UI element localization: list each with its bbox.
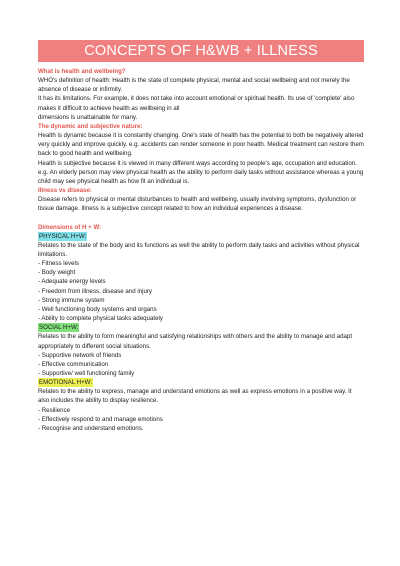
emotional-label: EMOTIONAL H+W: [39, 379, 93, 387]
dynamic-paragraph: Health is dynamic because it is constantly changing. One's state of health has the potential to both be negatively altered very quickly and improve quickly. e.g. accidents can render someone in poor health. Medical treatment can restore them back to good health and wellbeing. [38, 132, 364, 158]
heading-illness-vs-disease: Illness vs disease: [38, 187, 92, 195]
emotional-bullet-list [38, 406, 364, 433]
list-item: - Strong immune system [38, 296, 105, 304]
list-item: - Recognise and understand emotions. [38, 424, 144, 432]
page-title: CONCEPTS OF H&WB + ILLNESS [38, 40, 364, 62]
illness-paragraph: Disease refers to physical or mental disturbances to health and wellbeing, usually involving symptoms, dysfunction or tissue damage. Illness is a subjective concept related to how an individual experiences a disease. [38, 196, 357, 213]
list-item: - Ability to complete physical tasks adequately [38, 315, 163, 323]
list-item: - Well functioning body systems and organs [38, 305, 157, 313]
section-spacer [38, 214, 364, 223]
social-label: SOCIAL H+W: [39, 324, 79, 332]
limitations-paragraph: It has its limitations. For example, it does not take into account emotional or spiritual health. Its use of 'complete' also makes it difficult to achieve health as wellbeing in all [38, 95, 355, 112]
list-item: - Freedom from illness, disease and injury [38, 287, 152, 295]
list-item: - Effectively respond to and manage emotions [38, 415, 163, 423]
heading-what-is-health: What is health and wellbeing? [38, 68, 126, 75]
list-item: - Supportive network of friends [38, 351, 122, 359]
list-item: - Fitness levels [38, 260, 79, 268]
unattainable-paragraph: dimensions is unattainable for many. [38, 113, 138, 121]
heading-dynamic-subjective: The dynamic and subjective nature: [38, 122, 143, 130]
physical-description: Relates to the state of the body and its functions as well the ability to perform daily tasks and activities without physical limitations. [38, 241, 360, 258]
list-item: - Effective communication [38, 360, 109, 368]
who-definition-paragraph: WHO's definition of health: Health is the state of complete physical, mental and social wellbeing and not merely the absence of disease or infirmity. [38, 77, 350, 94]
example-paragraph: e.g. An elderly person may view physical health as the ability to perform daily tasks without assistance whereas a young child may see physical health as how fit an individual is. [38, 168, 364, 185]
physical-bullet-list [38, 259, 364, 323]
physical-label: PHYSICAL H+W: [39, 232, 87, 240]
list-item: - Resilience [38, 406, 71, 414]
subjective-paragraph: Health is subjective because it is viewed in many different ways according to people's age, occupation and education. [38, 159, 357, 167]
heading-dimensions: Dimensions of H + W: [38, 223, 102, 231]
social-description: Relates to the ability to form meaningful and satisfying relationships with others and the ability to manage and adapt appropriately to different social situations. [38, 333, 353, 350]
list-item: - Adequate energy levels [38, 278, 106, 286]
emotional-description: Relates to the ability to express, manage and understand emotions as well as express emotions in a positive way. It also includes the ability to display resilience. [38, 388, 352, 405]
list-item: - Supportive/ well functioning family [38, 370, 135, 377]
social-bullet-list [38, 351, 364, 378]
list-item: - Body weight [38, 269, 76, 277]
document-body [38, 67, 364, 433]
